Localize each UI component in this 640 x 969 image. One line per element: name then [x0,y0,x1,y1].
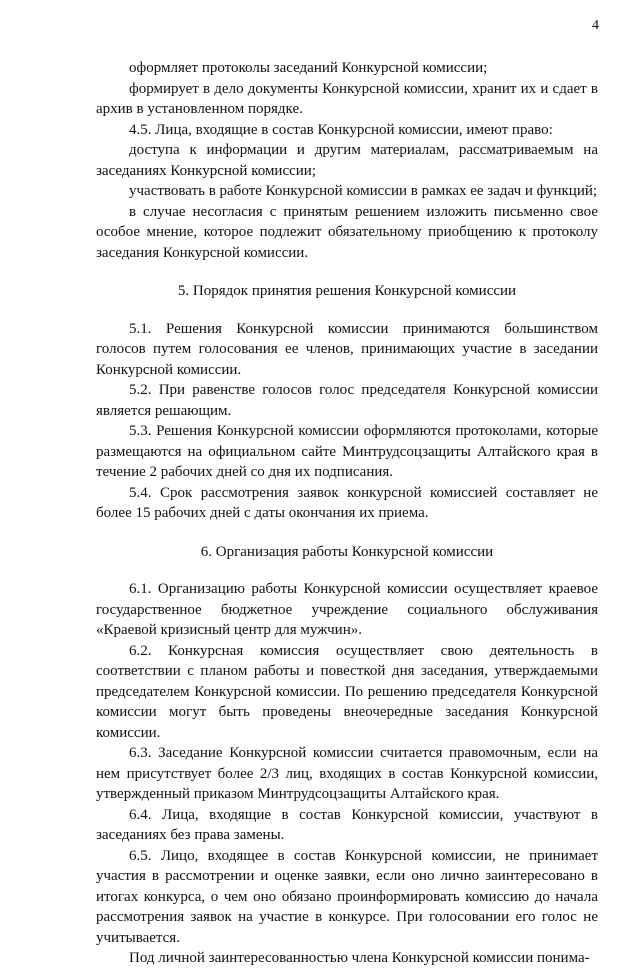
paragraph: 6.1. Организацию работы Конкурсной комиссии осуществляет краевое государственное бюджетное учреждение социального обслуживания «Краевой кризисный центр для мужчин». [96,581,598,638]
paragraph: Под личной заинтересованностью члена Конкурсной комиссии понима- [129,950,590,966]
paragraph: 6.3. Заседание Конкурсной комиссии считается правомочным, если на нем присутствует более 2/3 лиц, входящих в состав Конкурсной комиссии, утвержденный приказом Минтрудсоцзащиты Алтайского края. [96,745,598,802]
paragraph: доступа к информации и другим материалам, рассматриваемым на заседаниях Конкурсной комиссии; [96,142,598,179]
paragraph: участвовать в работе Конкурсной комиссии в рамках ее задач и функций; [129,183,598,199]
paragraph: 5.2. При равенстве голосов голос председателя Конкурсной комиссии является решающим. [96,382,598,419]
paragraph: 6.2. Конкурсная комиссия осуществляет свою деятельность в соответствии с планом работы и повесткой дня заседания, утверждаемыми председателем Конкурсной комиссии. По решению председателя Конкурсной комиссии могут быть проведены внеочередные заседания Конкурсной комиссии. [96,642,598,741]
paragraph: формирует в дело документы Конкурсной комиссии, хранит их и сдает в архив в установленном порядке. [96,80,598,117]
document-body [96,58,598,969]
paragraph: 6.5. Лицо, входящее в состав Конкурсной комиссии, не принимает участия в рассмотрении и оценке заявки, если оно лично заинтересовано в итогах конкурса, о чем оно обязано проинформировать комиссию до начала рассмотрения заявок на участие в конкурсе. При голосовании его голос не учитывается. [96,847,598,946]
section-heading: 5. Порядок принятия решения Конкурсной комиссии [177,283,517,299]
paragraph: 5.4. Срок рассмотрения заявок конкурсной комиссией составляет не более 15 рабочих дней с даты окончания их приема. [96,484,598,521]
page-number: 4 [592,18,599,33]
section-heading: 6. Организация работы Конкурсной комиссии [200,543,494,560]
paragraph: 6.4. Лица, входящие в состав Конкурсной комиссии, участвуют в заседаниях без права замены. [96,806,598,843]
paragraph: в случае несогласия с принятым решением изложить письменно свое особое мнение, которое подлежит обязательному приобщению к протоколу заседания Конкурсной комиссии. [96,203,598,261]
paragraph: 5.1. Решения Конкурсной комиссии принимаются большинством голосов путем голосования ее членов, принимающих участие в заседании Конкурсной комиссии. [96,320,598,378]
paragraph: оформляет протоколы заседаний Конкурсной комиссии; [129,60,488,76]
paragraph: 5.3. Решения Конкурсной комиссии оформляются протоколами, которые размещаются на официальном сайте Минтрудсоцзащиты Алтайского края в течение 2 рабочих дней со дня их подписания. [96,423,598,480]
paragraph: 4.5. Лица, входящие в состав Конкурсной комиссии, имеют право: [129,121,553,138]
